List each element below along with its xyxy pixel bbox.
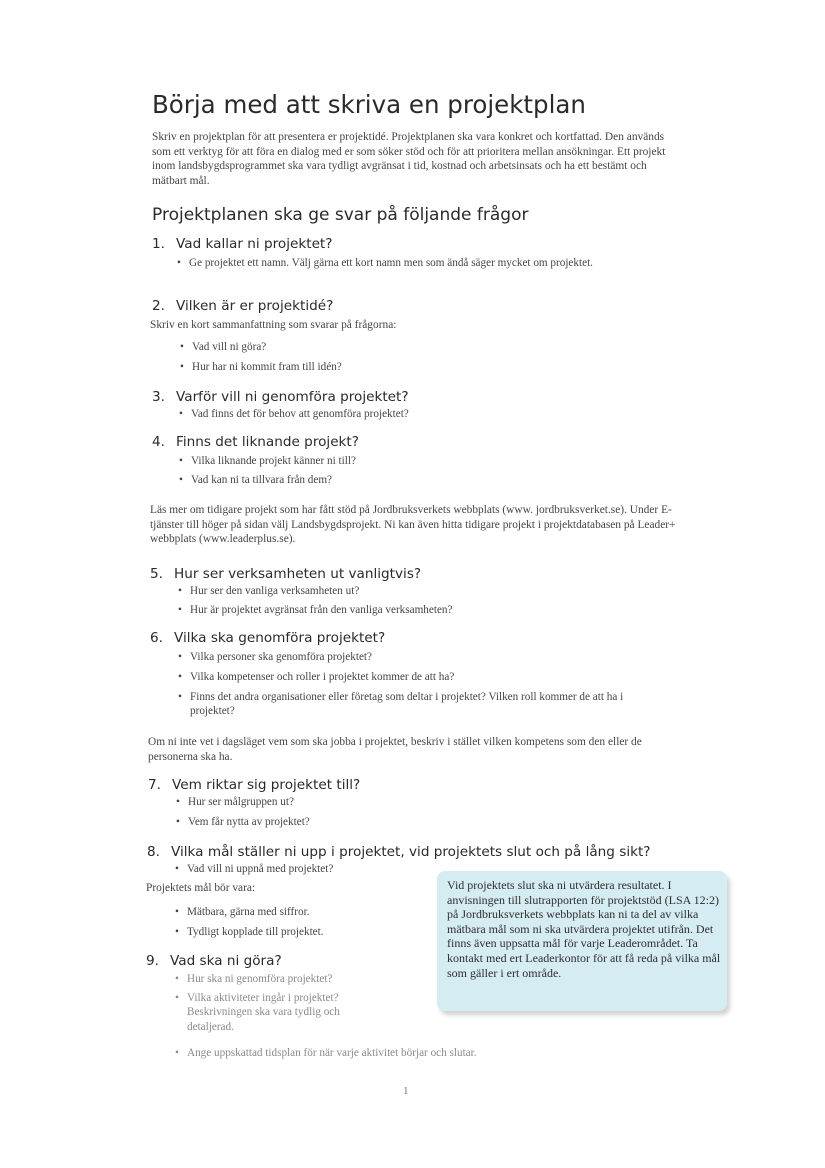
bullet-item: • Hur ser målgruppen ut? [188,795,294,809]
bullet-item: • Vad vill ni göra? [192,340,266,354]
bullet-item: • Vilka kompetenser och roller i projektet kommer de att ha? [190,670,454,684]
section-heading: Projektplanen ska ge svar på följande frågor [152,205,529,225]
question-number: 9. [146,953,159,969]
question-number: 5. [150,566,163,582]
question-number: 1. [152,236,165,252]
bullet-item: • Vad kan ni ta tillvara från dem? [191,473,332,487]
question-title: Hur ser verksamheten ut vanligtvis? [174,566,422,582]
question-6-text: Om ni inte vet i dagsläget vem som ska jobba i projektet, beskriv i stället vilken kompetens som den eller de personerna ska ha. [148,736,642,763]
question-5-heading [150,566,421,582]
question-7-heading [148,777,360,793]
question-title: Vad kallar ni projektet? [176,236,333,252]
page-title: Börja med att skriva en projektplan [152,90,586,119]
bullet-item: • Ange uppskattad tidsplan för när varje aktivitet börjar och slutar. [187,1046,477,1060]
bullet-item: • Vad vill ni uppnå med projektet? [187,862,333,876]
question-4-text: Läs mer om tidigare projekt som har fått stöd på Jordbruksverkets webbplats (www. jordbruksverket.se). Under E-tjänster till höger på sidan välj Landsbygdsprojekt. Ni kan även hitta tidigare projekt i projektdatabasen på Leader+ webbplats (www.leaderplus.se). [150,504,676,546]
question-2-text: Skriv en kort sammanfattning som svarar på frågorna: [150,319,397,331]
question-title: Vilka ska genomföra projektet? [174,630,386,646]
intro-paragraph: Skriv en projektplan för att presentera er projektidé. Projektplanen ska vara konkret och kortfattad. Den används som ett verktyg för att föra en dialog med er som söker stöd och för att prioritera mellan ansökningar. Ett projekt inom landsbygdsprogrammet ska vara tydligt avgränsat i tid, kostnad och arbetsinsats och ha ett bestämt och mätbart mål. [152,131,666,187]
question-6-heading [150,630,385,646]
question-number: 8. [147,844,160,860]
bullet-item: • Hur är projektet avgränsat från den vanliga verksamheten? [190,603,452,617]
bullet-item: • Tydligt kopplade till projektet. [187,925,324,939]
question-2-heading [152,298,333,314]
callout-text: Vid projektets slut ska ni utvärdera resultatet. I anvisningen till slutrapporten för projektstöd (LSA 12:2) på Jordbruksverkets webbplats kan ni ta del av vilka mätbara mål som ni ska utvärdera projektet utifrån. Det finns även uppsatta mål för varje Leaderområdet. Ta kontakt med ert Leaderkontor för att få reda på vilka mål som gäller i ert område. [447,878,721,980]
question-number: 2. [152,298,165,314]
bullet-item: • Vad finns det för behov att genomföra projektet? [191,407,409,421]
question-number: 6. [150,630,163,646]
bullet-item: • Hur har ni kommit fram till idén? [192,360,342,374]
bullet-item: • Finns det andra organisationer eller företag som deltar i projektet? Vilken roll kommer de att ha i projektet? [190,690,650,719]
question-1-heading [152,236,332,252]
question-8-heading [147,844,651,860]
page-number: 1 [403,1085,409,1097]
question-title: Vad ska ni göra? [170,953,282,969]
question-title: Vilka mål ställer ni upp i projektet, vid projektets slut och på lång sikt? [171,844,651,860]
bullet-item: • Mätbara, gärna med siffror. [187,905,310,919]
bullet-item: • Hur ska ni genomföra projektet? [187,972,332,986]
bullet-item: • Ge projektet ett namn. Välj gärna ett kort namn men som ändå säger mycket om projektet. [189,256,649,270]
question-number: 7. [148,777,161,793]
question-number: 4. [152,434,165,450]
question-title: Vem riktar sig projektet till? [172,777,361,793]
question-title: Varför vill ni genomföra projektet? [176,389,409,405]
question-title: Vilken är er projektidé? [176,298,334,314]
question-title: Finns det liknande projekt? [176,434,359,450]
question-4-heading [152,434,359,450]
bullet-item: • Vilka aktiviteter ingår i projektet? Beskrivningen ska vara tydlig och detaljerad. [187,991,387,1034]
bullet-item: • Vem får nytta av projektet? [188,815,310,829]
bullet-item: • Hur ser den vanliga verksamheten ut? [190,584,359,598]
question-number: 3. [152,389,165,405]
bullet-item: • Vilka liknande projekt känner ni till? [191,454,356,468]
question-3-heading [152,389,409,405]
info-callout-box [437,871,727,1011]
question-9-heading [146,953,282,969]
bullet-item: • Vilka personer ska genomföra projektet? [190,650,372,664]
question-8-text: Projektets mål bör vara: [146,882,256,894]
